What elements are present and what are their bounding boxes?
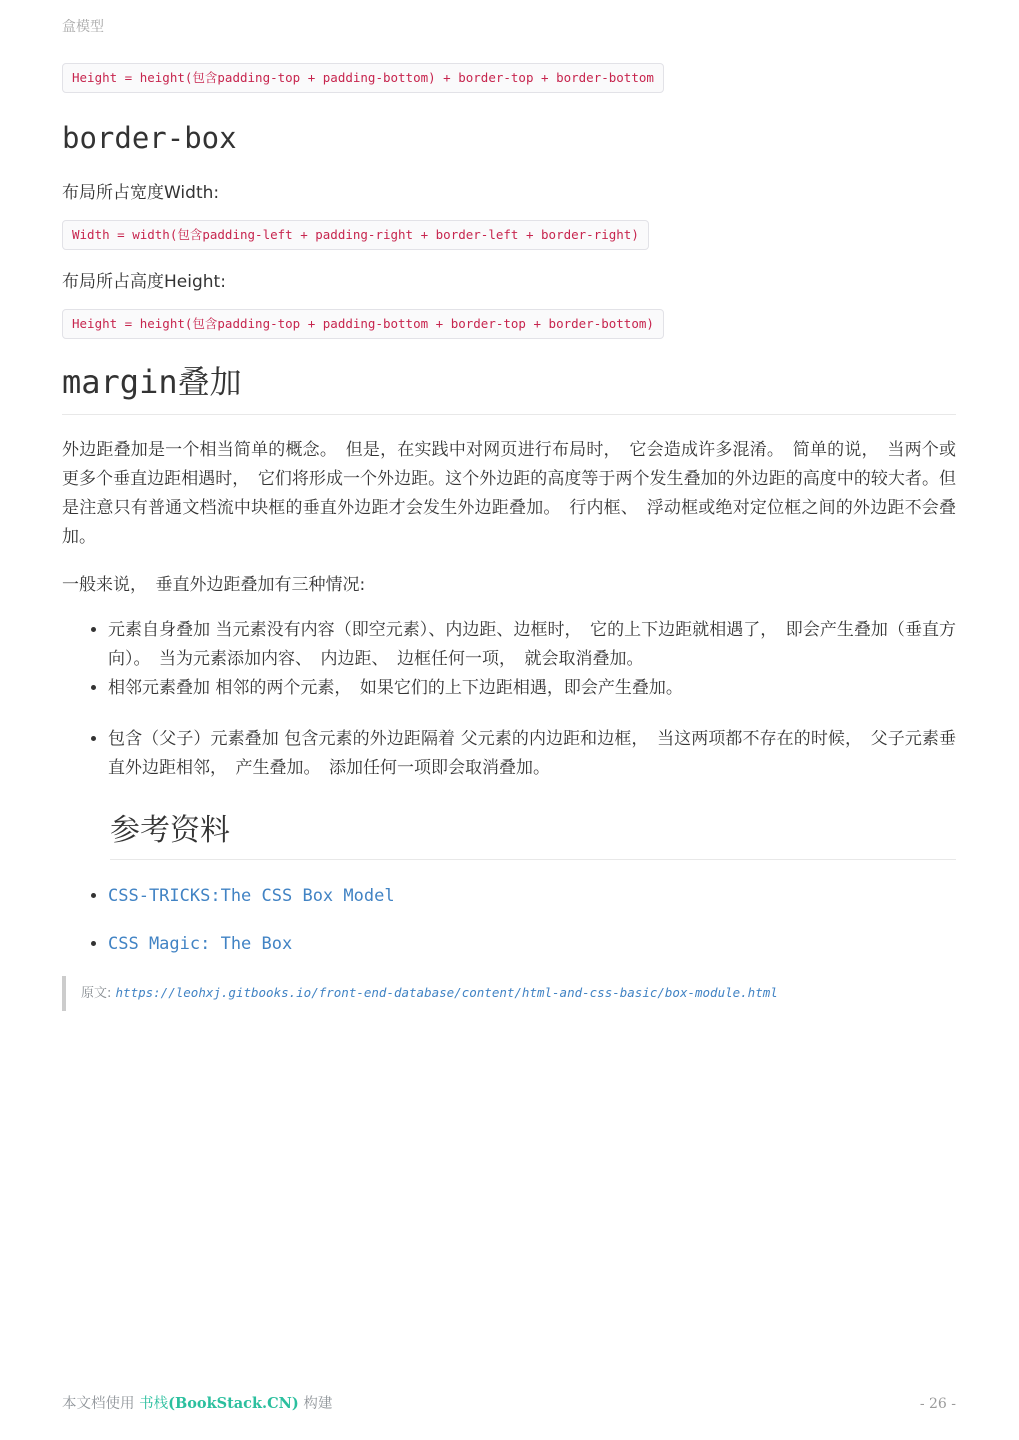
heading-references: 参考资料 — [110, 813, 956, 860]
code-block-wrap — [62, 309, 956, 339]
page-number: - 26 - — [919, 1396, 956, 1412]
footer-built-with — [62, 1392, 332, 1413]
paragraph-cases-label: 一般来说， 垂直外边距叠加有三种情况: — [62, 575, 366, 595]
source-quote — [62, 976, 956, 1011]
link-css-tricks-box-model[interactable]: CSS-TRICKS:The CSS Box Model — [108, 886, 395, 906]
heading-margin-collapse: margin叠加 — [62, 362, 956, 415]
doc-header-title: 盒模型 — [62, 19, 104, 35]
bookstack-brand-link[interactable] — [139, 1396, 299, 1412]
code-block-content-height-formula: Height = height(包含padding-top + padding-bottom) + border-top + border-bottom — [62, 63, 664, 93]
brand-latin: (BookStack.CN) — [168, 1395, 299, 1412]
list-item-self-collapse: • 元素自身叠加 当元素没有内容（即空元素）、内边距、边框时， 它的上下边距就相遇了， 即会产生叠加（垂直方向）。 当为元素添加内容、 内边距、 边框任何一项， 就会取消叠加。 — [108, 616, 956, 674]
brand-cjk: 书栈 — [139, 1396, 169, 1412]
paragraph-margin-collapse-intro: 外边距叠加是一个相当简单的概念。 但是，在实践中对网页进行布局时， 它会造成许多混淆。 简单的说， 当两个或更多个垂直边距相遇时， 它们将形成一个外边距。这个外边距的高度等于两个发生叠加的外边距的高度中的较大者。但是注意只有普通文档流中块框的垂直外边距才会发生外边距叠加。 行内框、 浮动框或绝对定位框之间的外边距不会叠加。 — [62, 440, 956, 547]
code-block-wrap — [62, 220, 956, 250]
list-item-adjacent-collapse: • 相邻元素叠加 相邻的两个元素， 如果它们的上下边距相遇，即会产生叠加。 — [108, 674, 956, 703]
doc-footer — [62, 1392, 956, 1413]
list-item — [108, 884, 956, 908]
code-block-wrap — [62, 63, 956, 93]
list-item — [108, 932, 956, 956]
margin-collapse-case-list — [62, 616, 956, 783]
link-css-magic-the-box[interactable]: CSS Magic: The Box — [108, 934, 293, 954]
source-quote-url-link[interactable]: https://leohxj.gitbooks.io/front-end-database/content/html-and-css-basic/box-module.html — [115, 985, 778, 1000]
footer-built-suffix: 构建 — [298, 1396, 333, 1412]
heading-border-box: border-box — [62, 121, 237, 155]
paragraph-width-label: 布局所占宽度Width: — [62, 183, 220, 203]
reference-link-list — [62, 884, 956, 956]
source-quote-label: 原文: — [81, 986, 112, 1001]
list-item-parent-child-collapse: • 包含（父子）元素叠加 包含元素的外边距隔着 父元素的内边距和边框， 当这两项都不存在的时候， 父子元素垂直外边距相邻， 产生叠加。 添加任何一项即会取消叠加。 — [108, 725, 956, 783]
code-block-border-width-formula: Width = width(包含padding-left + padding-right + border-left + border-right) — [62, 220, 649, 250]
code-block-border-height-formula: Height = height(包含padding-top + padding-bottom + border-top + border-bottom) — [62, 309, 664, 339]
footer-built-prefix: 本文档使用 — [62, 1396, 140, 1412]
paragraph-height-label: 布局所占高度Height: — [62, 272, 226, 292]
